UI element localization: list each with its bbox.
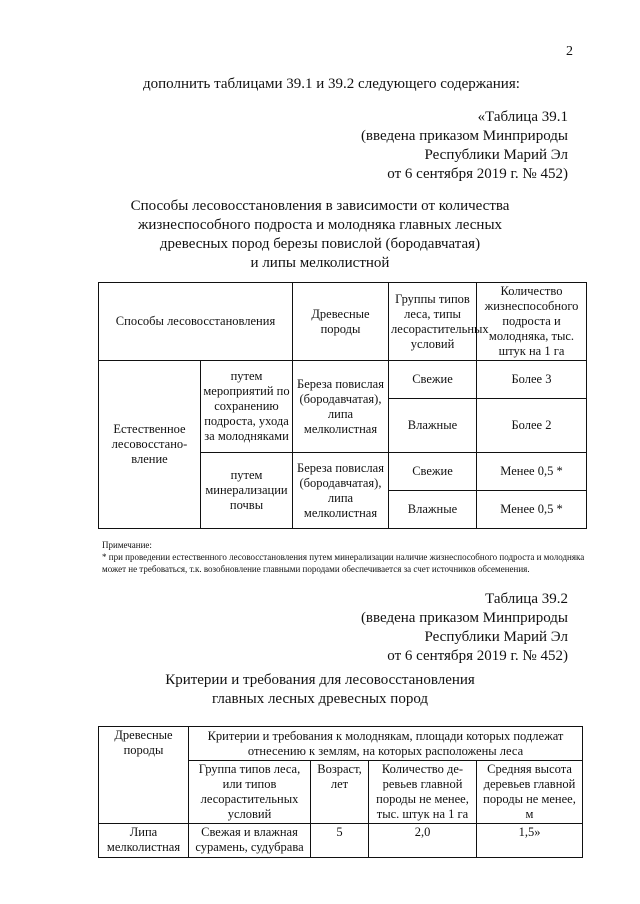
header-quantity: Количество жизнеспособного подроста и молодняка, тыс. штук на 1 га: [477, 283, 587, 361]
table-39-2-caption: [361, 590, 568, 666]
title-line: древесных пород березы повислой (бородавчатая): [159, 236, 481, 252]
title-line: Способы лесовосстановления в зависимости от количества: [130, 198, 510, 214]
table-39-1-title: [0, 197, 640, 273]
group-cell: Влажные: [389, 399, 477, 453]
group-cell: Свежие: [389, 361, 477, 399]
species-cell: Береза повислая (бородавчатая), липа мелколистная: [293, 453, 389, 529]
caption-line: (введена приказом Минприроды: [360, 128, 568, 144]
title-line: и липы мелколистной: [250, 255, 390, 271]
natural-method-cell: Естественное лесовосстано-вление: [99, 361, 201, 529]
qty-cell: Более 3: [477, 361, 587, 399]
caption-line: от 6 сентября 2019 г. № 452): [387, 166, 568, 182]
intro-text: дополнить таблицами 39.1 и 39.2 следующего содержания:: [143, 76, 520, 92]
caption-line: Республики Марий Эл: [424, 147, 568, 163]
caption-line: «Таблица 39.1: [477, 109, 568, 125]
qty-cell: Более 2: [477, 399, 587, 453]
page-number: 2: [566, 44, 573, 59]
caption-line: Таблица 39.2: [485, 591, 568, 607]
group-cell: Влажные: [389, 491, 477, 529]
title-line: Критерии и требования для лесовосстановления: [165, 672, 475, 688]
group-cell: Свежие: [389, 453, 477, 491]
note-text: * при проведении естественного лесовосстановления путем минерализации наличие жизнеспособного подроста и молодняка может не требоваться, т.к. возобновление главными породами обеспечивается за счет источников обсеменения.: [102, 552, 585, 574]
header-group: Группа типов леса, или типов лесорастительных условий: [189, 761, 311, 824]
header-species: Древесные породы: [293, 283, 389, 361]
header-count: Количество де-ревьев главной породы не менее, тыс. штук на 1 га: [369, 761, 477, 824]
header-age: Возраст, лет: [311, 761, 369, 824]
group-cell: Свежая и влажная сурамень, судубрава: [189, 824, 311, 858]
header-groups: Группы типов леса, типы лесорастительных условий: [389, 283, 477, 361]
species-cell: Липа мелколистная: [99, 824, 189, 858]
table-39-2: [98, 726, 583, 858]
sub-method-1: путем мероприятий по сохранению подроста, ухода за молодняками: [201, 361, 293, 453]
footnote: [102, 539, 592, 575]
qty-cell: Менее 0,5 *: [477, 453, 587, 491]
header-methods: Способы лесовосстановления: [99, 283, 293, 361]
species-cell: Береза повислая (бородавчатая), липа мелколистная: [293, 361, 389, 453]
qty-cell: Менее 0,5 *: [477, 491, 587, 529]
header-species: Древесные породы: [99, 727, 189, 824]
note-label: Примечание:: [102, 540, 152, 550]
caption-line: (введена приказом Минприроды: [360, 610, 568, 626]
sub-method-2: путем минерализации почвы: [201, 453, 293, 529]
header-height: Средняя высота деревьев главной породы не менее, м: [477, 761, 583, 824]
table-39-1: [98, 282, 587, 529]
caption-line: Республики Марий Эл: [424, 629, 568, 645]
height-cell: 1,5»: [477, 824, 583, 858]
title-line: жизнеспособного подроста и молодняка главных лесных: [137, 217, 503, 233]
caption-line: от 6 сентября 2019 г. № 452): [387, 648, 568, 664]
table-39-1-caption: [361, 108, 568, 184]
age-cell: 5: [311, 824, 369, 858]
table-39-2-title: [0, 671, 640, 709]
count-cell: 2,0: [369, 824, 477, 858]
title-line: главных лесных древесных пород: [211, 691, 429, 707]
header-criteria: Критерии и требования к молоднякам, площади которых подлежат отнесению к землям, на которых расположены леса: [189, 727, 583, 761]
